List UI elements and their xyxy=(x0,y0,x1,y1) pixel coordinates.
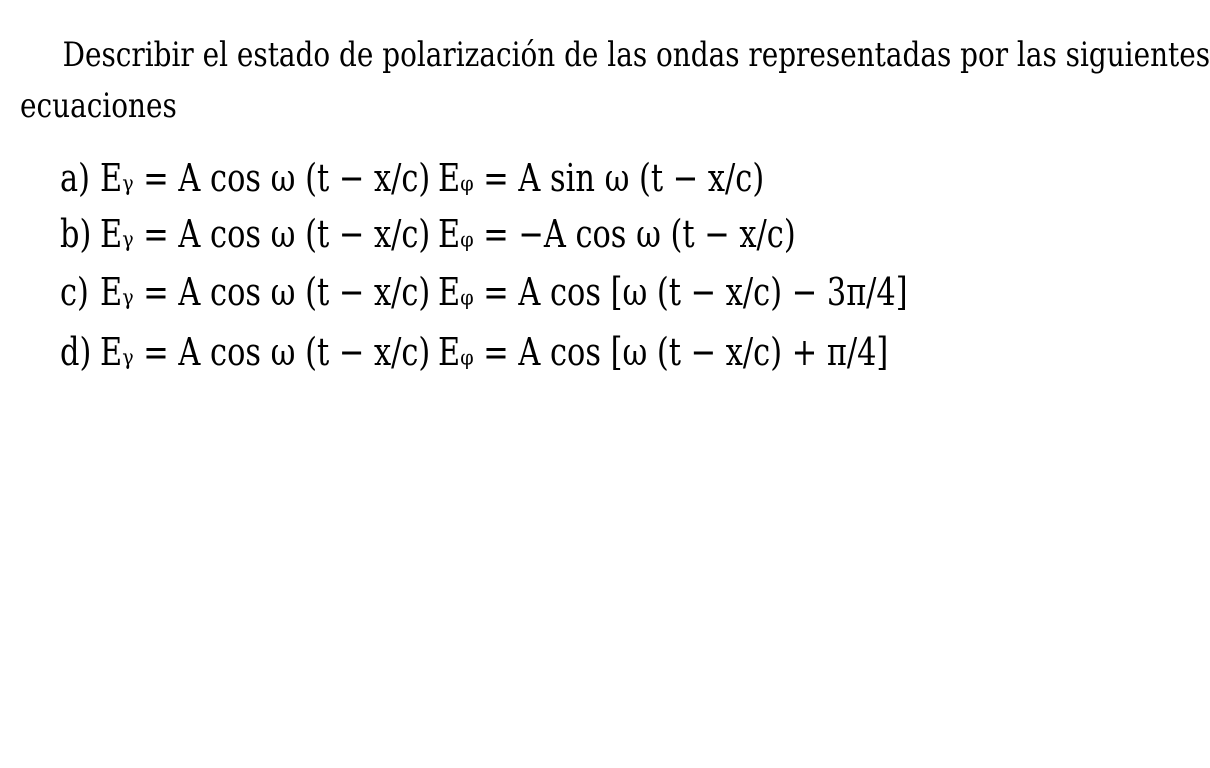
equation-label: a) xyxy=(60,156,90,200)
equation-row-a xyxy=(60,148,960,208)
equation-ez: Eᵩ = A cos [ω (t − x/c) + π/4] xyxy=(438,330,889,374)
equation-ey: Eᵧ = A cos ω (t − x/c) xyxy=(100,270,431,314)
equation-ey: Eᵧ = A cos ω (t − x/c) xyxy=(100,330,431,374)
problem-statement xyxy=(20,30,1210,132)
equation-ez: Eᵩ = A sin ω (t − x/c) xyxy=(438,156,765,200)
equation-ez: Eᵩ = −A cos ω (t − x/c) xyxy=(438,212,796,256)
equation-ez: Eᵩ = A cos [ω (t − x/c) − 3π/4] xyxy=(438,270,908,314)
equation-ey: Eᵧ = A cos ω (t − x/c) xyxy=(100,212,431,256)
equation-ey: Eᵧ = A cos ω (t − x/c) xyxy=(100,156,431,200)
problem-statement-line-2: ecuaciones xyxy=(20,86,177,126)
equation-label: d) xyxy=(60,330,92,374)
problem-statement-line-1: Describir el estado de polarización de las ondas representadas por las siguientes xyxy=(62,35,1210,75)
equation-row-d xyxy=(60,322,960,382)
equation-row-b xyxy=(60,204,960,264)
equation-row-c xyxy=(60,262,960,322)
equation-label: b) xyxy=(60,212,92,256)
equation-label: c) xyxy=(60,270,89,314)
